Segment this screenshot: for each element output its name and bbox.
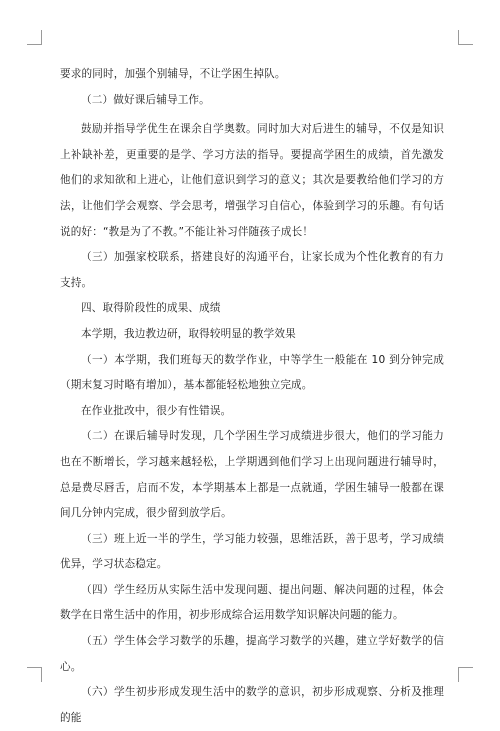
paragraph-achievement-3: （三）班上近一半的学生，学习能力较强，思维活跃，善于思考，学习成绩优异，学习状态稳定。 bbox=[60, 532, 444, 571]
paragraph-achievement-5: （五）学生体会学习数学的乐趣，提高学习数学的兴趣，建立学好数学的信心。 bbox=[60, 635, 444, 673]
crop-mark-top-left bbox=[27, 30, 42, 45]
paragraph-homework-errors: 在作业批改中，很少有性错误。 bbox=[81, 404, 232, 417]
paragraph-continuation: 要求的同时，加强个别辅导，不让学困生掉队。 bbox=[60, 68, 286, 80]
document-body bbox=[60, 62, 444, 731]
crop-mark-bottom-right bbox=[458, 667, 473, 682]
paragraph-achievement-1: （一）本学期，我们班每天的数学作业，中等学生一般能在 10 到分钟完成（期末复习时略有增加），基本都能轻松地独立完成。 bbox=[60, 353, 444, 392]
paragraph-semester-summary: 本学期，我边教边研，取得较明显的教学效果 bbox=[81, 327, 296, 340]
paragraph-achievement-2: （二）在课后辅导时发现，几个学困生学习成绩进步很大，他们的学习能力也在不断增长，学习越来越轻松，上学期遇到他们学习上出现问题进行辅导时，总是费尽唇舌，启而不发，本学期基本上都是一点就通，学困生辅导一般都在课间几分钟内完成，很少留到放学后。 bbox=[60, 430, 444, 520]
paragraph-tutoring-details: 鼓励并指导学优生在课余自学奥数。同时加大对后进生的辅导，不仅是知识上补缺补差，更重要的是学、学习方法的指导。要提高学困生的成绩，首先激发他们的求知欲和上进心，让他们意识到学习的意义；其次是要教给他们学习的方法，让他们学会观察、学会思考，增强学习自信心，体验到学习的乐趣。有句话说的好：“教是为了不教。”不能让补习伴随孩子成长！ bbox=[60, 123, 444, 238]
crop-mark-bottom-left bbox=[27, 667, 42, 682]
section-heading-achievements: 四、取得阶段性的成果、成绩 bbox=[81, 302, 221, 315]
paragraph-achievement-4: （四）学生经历从实际生活中发现问题、提出问题、解决问题的过程，体会数学在日常生活中的作用，初步形成综合运用数学知识解决问题的能力。 bbox=[60, 583, 444, 622]
section-heading-home-school: （三）加强家校联系，搭建良好的沟通平台，让家长成为个性化教育的有力支持。 bbox=[60, 251, 444, 289]
paragraph-achievement-6: （六）学生初步形成发现生活中的数学的意识，初步形成观察、分析及推理的能 bbox=[60, 686, 444, 724]
section-heading-after-class-tutoring: （二）做好课后辅导工作。 bbox=[81, 93, 210, 106]
crop-mark-top-right bbox=[458, 30, 473, 45]
